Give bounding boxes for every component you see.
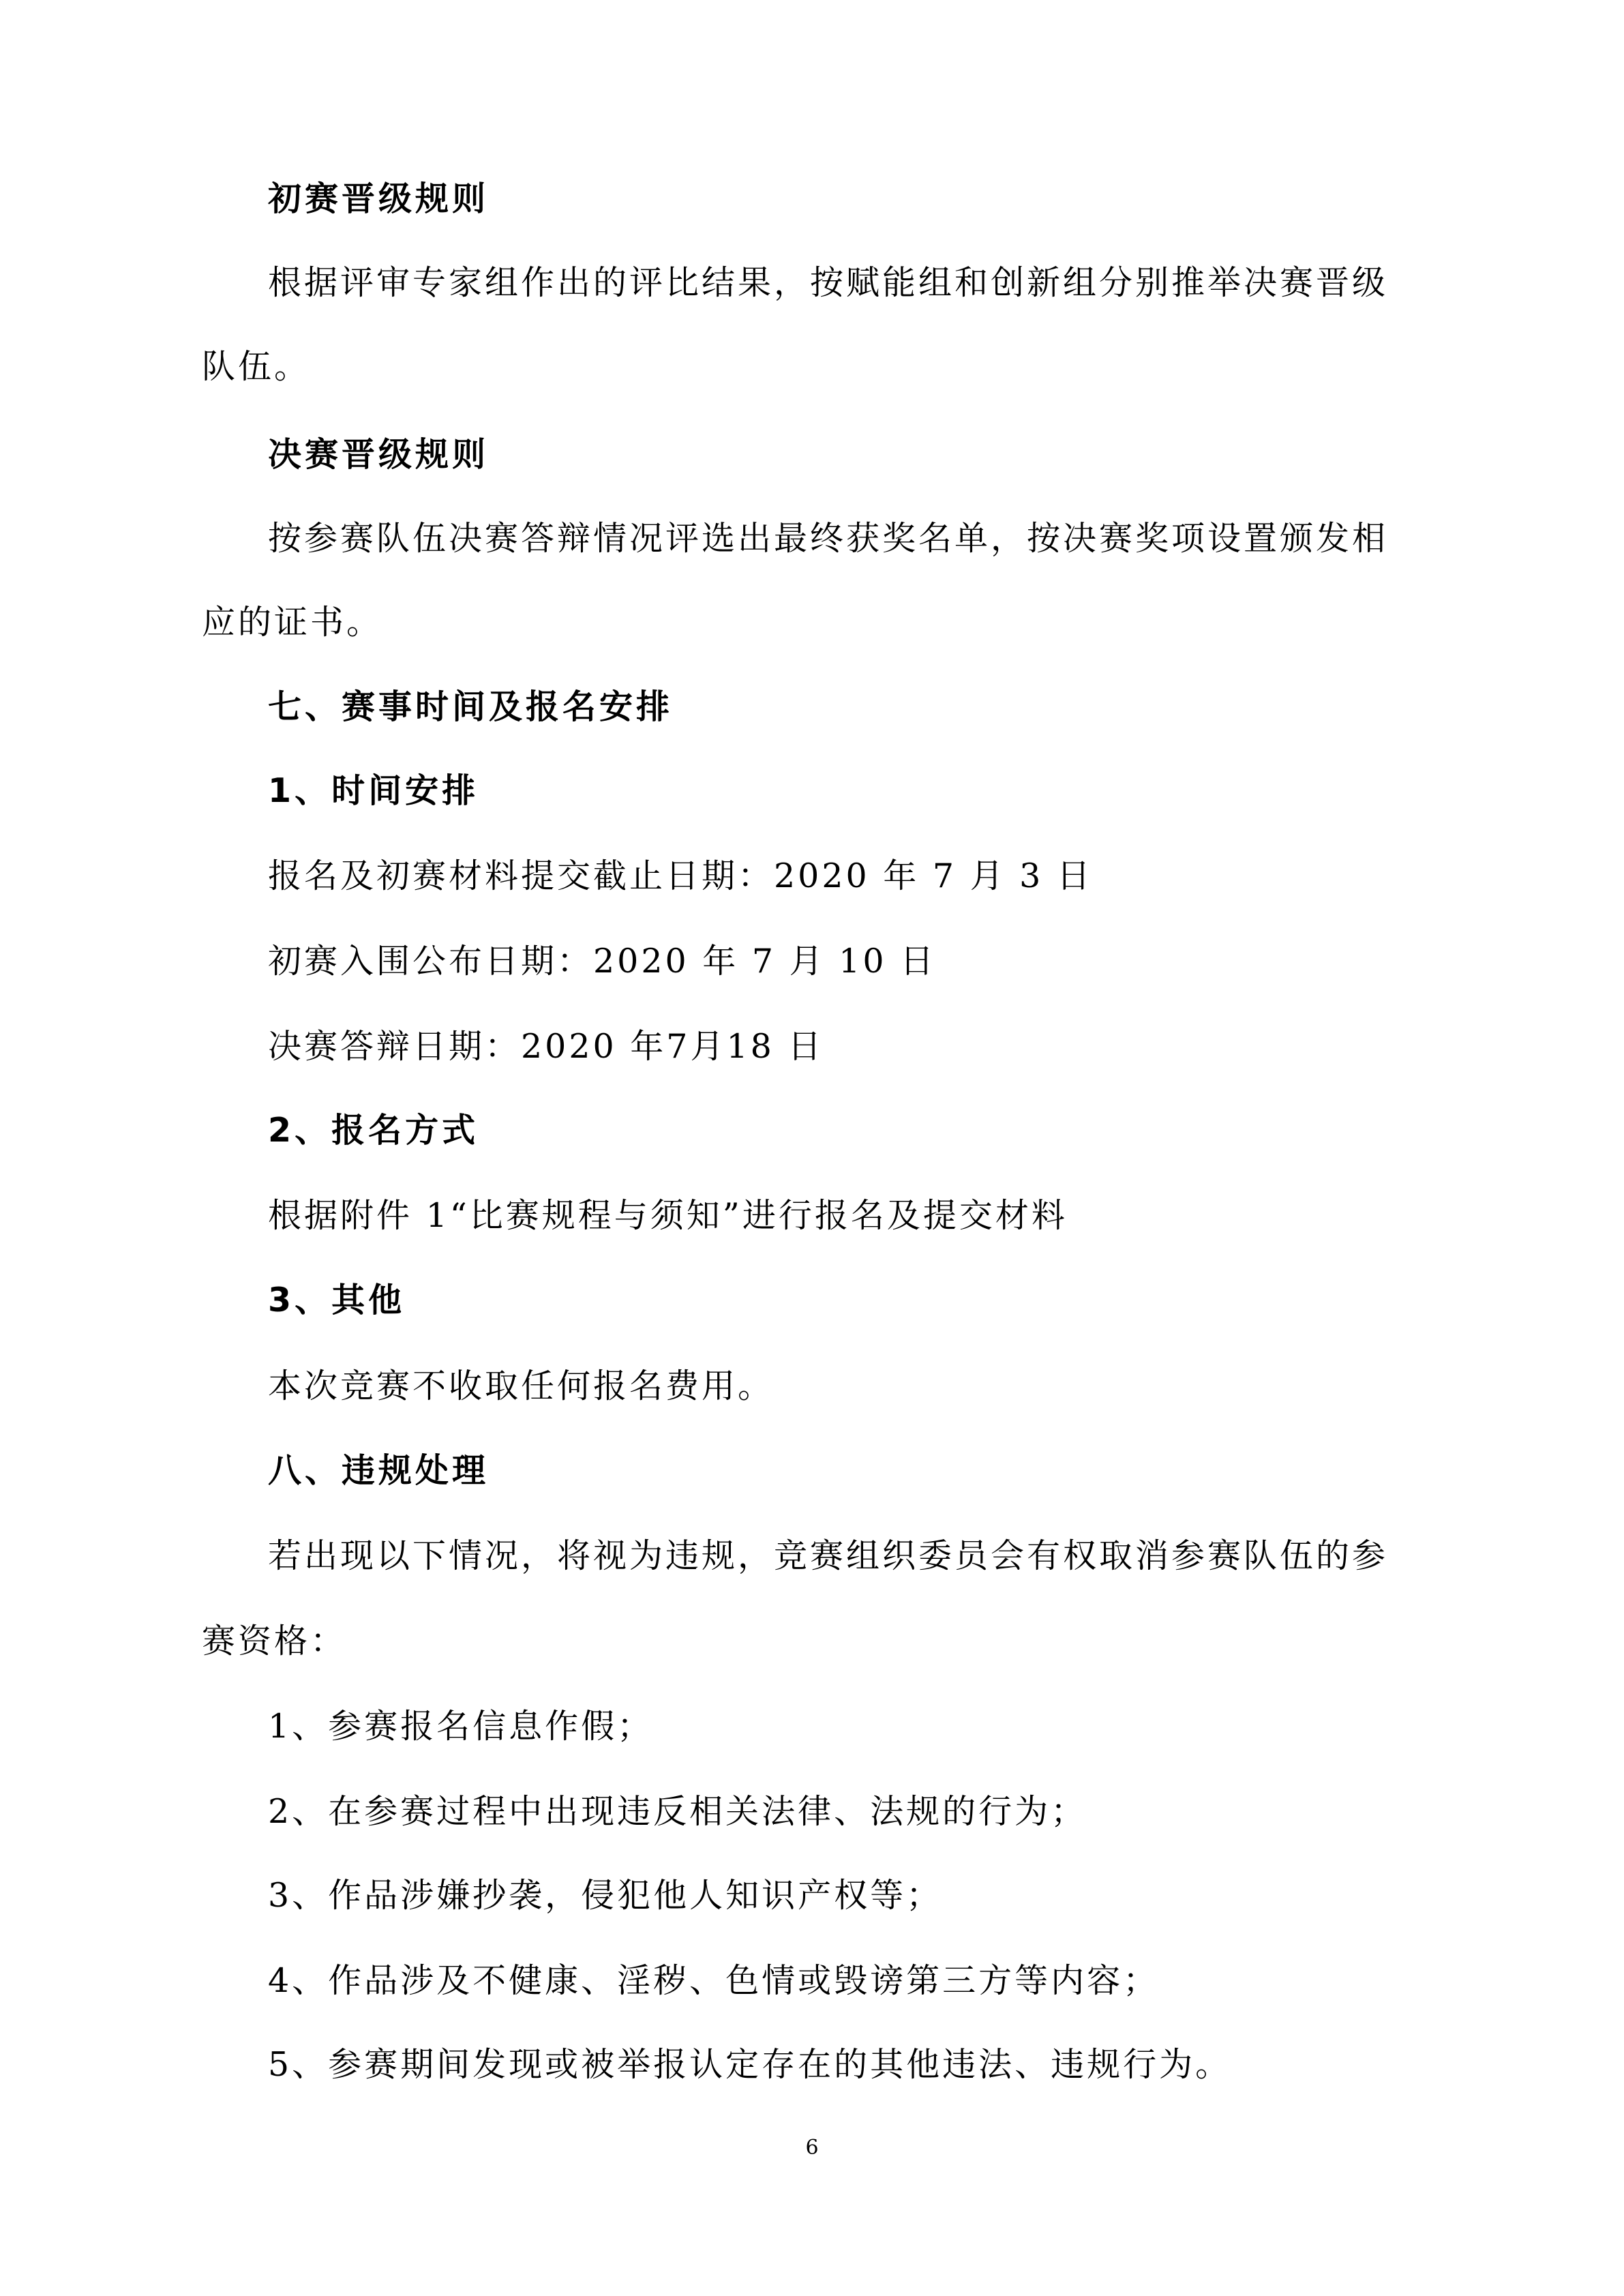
violation-item: 2、在参赛过程中出现违反相关法律、法规的行为； bbox=[268, 1792, 1087, 1831]
violation-item: 1、参赛报名信息作假； bbox=[268, 1707, 654, 1746]
registration-method-body: 根据附件 1“比赛规程与须知”进行报名及提交材料 bbox=[268, 1196, 1068, 1235]
section-seven-heading: 七、赛事时间及报名安排 bbox=[268, 687, 674, 726]
violation-item: 4、作品涉及不健康、淫秽、色情或毁谤第三方等内容； bbox=[268, 1961, 1160, 2000]
final-rules-heading: 决赛晋级规则 bbox=[268, 435, 490, 474]
prelim-rules-heading: 初赛晋级规则 bbox=[268, 179, 490, 218]
prelim-rules-body-line2: 队伍。 bbox=[202, 347, 311, 386]
other-body: 本次竞赛不收取任何报名费用。 bbox=[268, 1367, 775, 1405]
registration-method-heading: 2、报名方式 bbox=[268, 1111, 479, 1150]
time-schedule-heading: 1、时间安排 bbox=[268, 771, 479, 810]
violation-intro-line1: 若出现以下情况，将视为违规，竞赛组织委员会有权取消参赛队伍的参 bbox=[268, 1536, 1389, 1575]
submission-deadline: 报名及初赛材料提交截止日期：2020 年 7 月 3 日 bbox=[268, 856, 1093, 895]
violation-intro-line2: 赛资格： bbox=[202, 1622, 347, 1660]
section-eight-heading: 八、违规处理 bbox=[268, 1451, 490, 1490]
other-heading: 3、其他 bbox=[268, 1281, 406, 1320]
final-rules-body-line1: 按参赛队伍决赛答辩情况评选出最终获奖名单，按决赛奖项设置颁发相 bbox=[268, 519, 1389, 558]
violation-item: 3、作品涉嫌抄袭，侵犯他人知识产权等； bbox=[268, 1876, 943, 1915]
final-rules-body-line2: 应的证书。 bbox=[202, 603, 383, 642]
shortlist-announce-date: 初赛入围公布日期：2020 年 7 月 10 日 bbox=[268, 942, 937, 981]
page-number: 6 bbox=[805, 2136, 819, 2160]
prelim-rules-body-line1: 根据评审专家组作出的评比结果，按赋能组和创新组分别推举决赛晋级 bbox=[268, 263, 1389, 302]
final-defense-date: 决赛答辩日期：2020 年7月18 日 bbox=[268, 1027, 824, 1066]
violation-item: 5、参赛期间发现或被举报认定存在的其他违法、违规行为。 bbox=[268, 2045, 1232, 2084]
